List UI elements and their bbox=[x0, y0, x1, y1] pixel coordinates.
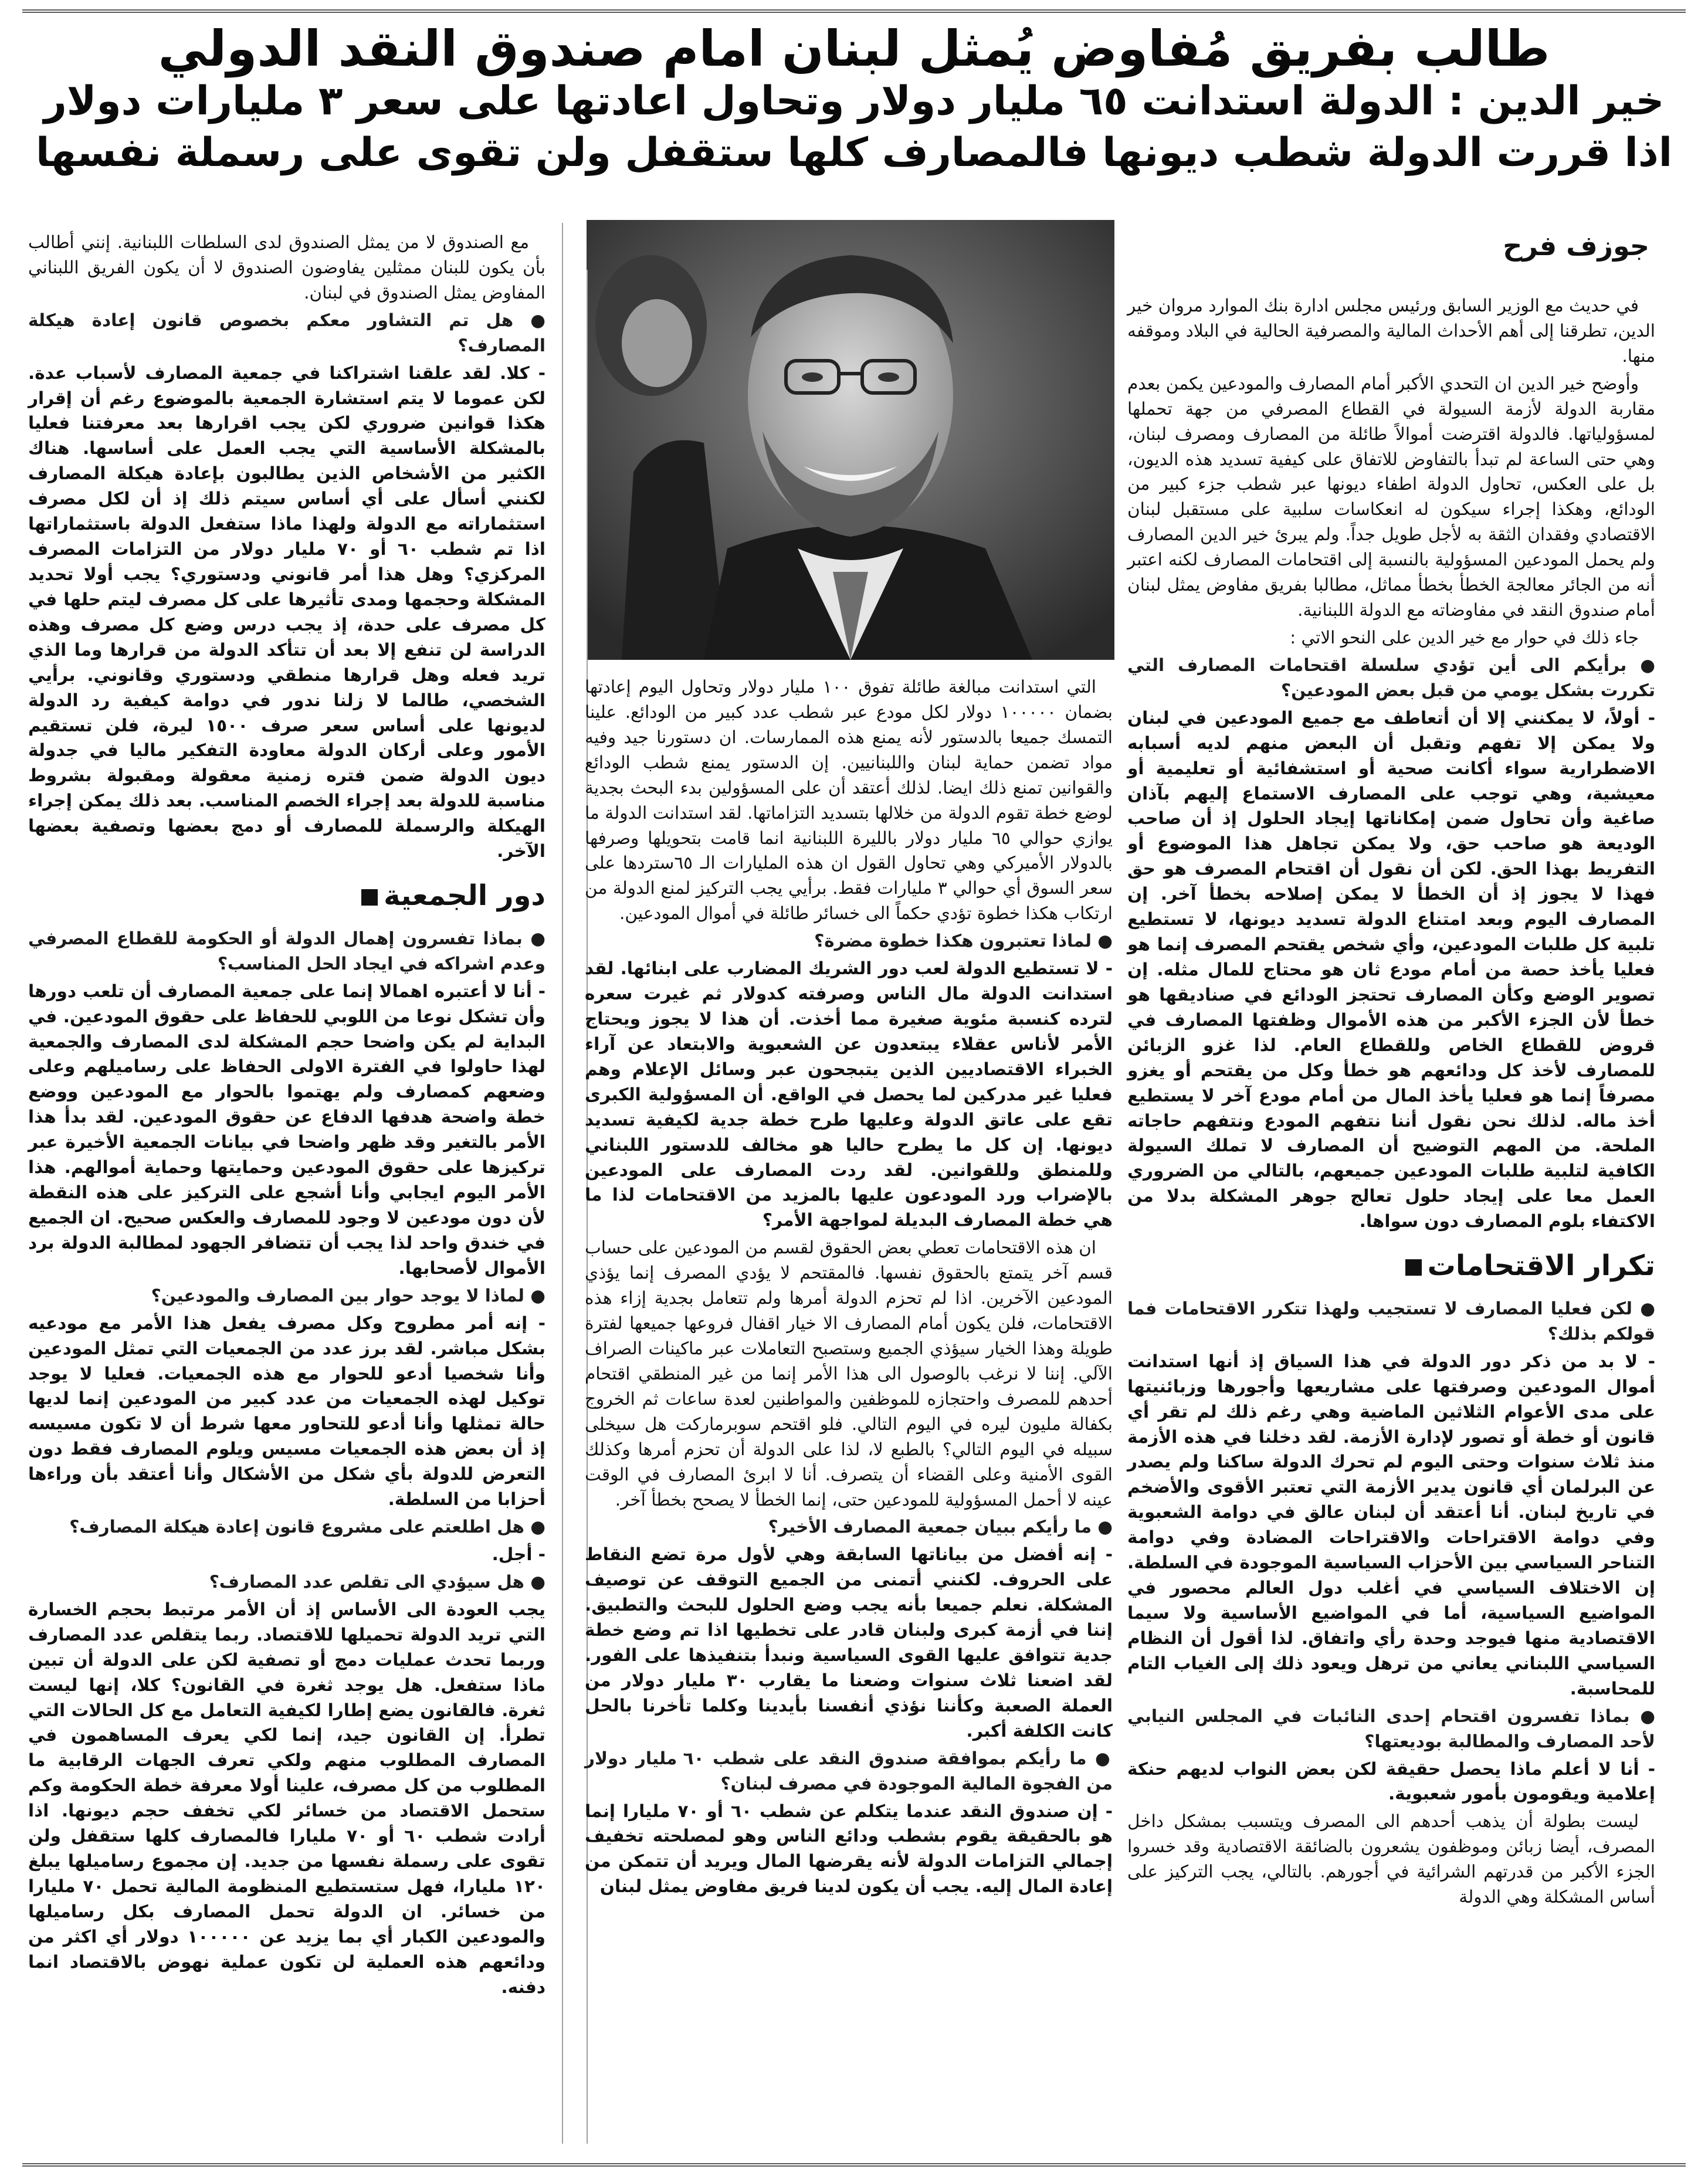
section-heading-assoc bbox=[28, 876, 545, 917]
article-column-2 bbox=[585, 675, 1113, 1902]
section-heading-text: تكرار الاقتحامات bbox=[1427, 1249, 1655, 1283]
interview-question: ● هل اطلعتم على مشروع قانون إعادة هيكلة المصارف؟ bbox=[69, 1517, 545, 1537]
interview-question: ● لماذا لا يوجد حوار بين المصارف والمودعين؟ bbox=[151, 1285, 545, 1306]
interview-answer: - لا تستطيع الدولة لعب دور الشريك المضارب على ابنائها. لقد استدانت الدولة مال الناس وصرفته كدولار ثم غيرت سعره لترده كنسبة مئوية صغيرة مما أخذت. أن هذا لا يجوز ويحتاج الأمر لأناس عقلاء يبتعدون عن الشعبوية والابتعاد عن آراء الخبراء الاقتصاديين الذين يتبجحون عبر وسائل الإعلام وهم فعليا غير مدركين لما يحصل في الواقع. أن المسؤولية الكبرى تقع على عاتق الدولة وعليها طرح خطة جدية لكيفية تسديد ديونها. إن كل ما يطرح حاليا هو مخالف للدستور اللبناني وللمنطق وللقوانين. لقد ردت المصارف على المودعين بالإضراب ورد المودعون عليها بالمزيد من الاقتحامات لذا ما هي خطة المصارف البديلة لمواجهة الأمر؟ bbox=[585, 958, 1113, 1231]
section-heading-repeat bbox=[1127, 1246, 1655, 1287]
headline-kicker: طالب بفريق مُفاوض يُمثل لبنان امام صندوق النقد الدولي bbox=[158, 20, 1550, 77]
headline-block bbox=[35, 20, 1673, 177]
interview-answer: - لا بد من ذكر دور الدولة في هذا السياق إذ أنها استدانت أموال المودعين وصرفتها على مشاريعها وأجورها وزبائنيتها على مدى الأعوام الثلاثين الماضية وهي رغم ذلك لم تقر أي قانون أو خطة أو تصور لإدارة الأزمة. لقد دخلنا في هذه الأزمة منذ ثلاث سنوات وحتى اليوم لم تحرك الدولة ساكنا ولم يصدر عن البرلمان أي قانون يدير الأزمة التي تعتبر الأقوى والأضخم في تاريخ لبنان. أنا أعتقد أن لبنان عالق في دوامة الشعبوية وفي دوامة الاقتراحات والاقتراحات المضادة وفي دوامة التناحر السياسي بين الأحزاب السياسية الموجودة في السلطة. إن الاختلاف السياسي في أغلب دول العالم محصور في المواضيع السياسية، أما في المواضيع الأساسية ولا سيما الاقتصادية منها فيوجد وحدة رأي واتفاق. لذا أقول أن النظام السياسي اللبناني يعاني من ترهل ويعود ذلك إلى الغياب التام للمحاسبة. bbox=[1127, 1351, 1655, 1699]
article-paragraph: في حديث مع الوزير السابق ورئيس مجلس ادارة بنك الموارد مروان خير الدين، تطرقنا إلى أهم الأحداث المالية والمصرفية الحالية في البلاد وموقفه منها. bbox=[1127, 296, 1655, 366]
interview-answer: - إنه أفضل من بياناتها السابقة وهي لأول مرة تضع النقاط على الحروف. لكنني أتمنى من الجميع التوقف عن توصيف المشكلة. نعلم جميعا بأنه يجب وضع الحلول للبحث والتطبيق. إننا في أزمة كبرى ولبنان قادر على تخطيها اذا تم وضع خطة جدية تتوافق عليها القوى السياسية ونبدأ بتنفيذها على الفور. لقد اضعنا ثلاث سنوات وضعنا ما يقارب ٣٠ مليار دولار من العملة الصعبة وكأننا نؤذي أنفسنا بأيدينا وكلما تأخرنا بالحل كانت الكلفة أكبر. bbox=[585, 1544, 1113, 1741]
interview-question: ● ما رأيكم ببيان جمعية المصارف الأخير؟ bbox=[768, 1517, 1113, 1537]
interview-answer: يجب العودة الى الأساس إذ أن الأمر مرتبط بحجم الخسارة التي تريد الدولة تحميلها للاقتصاد. ربما يتقلص عدد المصارف وربما تحدث عمليات دمج أو تصفية لكن على الدولة أن تبين ماذا ستفعل. هل يوجد ثغرة في القانون؟ كلا، إنها ليست ثغرة. فالقانون يضع إطارا لكيفية التعامل مع كل الحالات التي تطرأ. إن القانون جيد، إنما لكي يعرف المساهمون في المصارف المطلوب منهم ولكي تعرف الجهات الرقابية ما المطلوب من كل مصرف، علينا أولا معرفة خطة الحكومة وكم ستحمل الاقتصاد من خسائر لكي تخفف حجم ديونها. اذا أرادت شطب ٦٠ أو ٧٠ مليارا فالمصارف كلها ستقفل ولن تقوى على رسملة نفسها من جديد. إن مجموع رساميلها يبلغ ١٢٠ مليارا، فهل ستستطيع المنظومة المالية تحمل ٧٠ مليارا من خسائر. ان الدولة تحمل المصارف بكل رساميلها والمودعين الكبار أي بما يزيد عن ١٠٠٠٠٠ دولار أي اكثر من ودائعهم هذه العملية لن تكون عملية نهوض بالاقتصاد انما دفنه. bbox=[28, 1599, 545, 1997]
interview-question: ● بماذا تفسرون اقتحام إحدى النائبات في المجلس النيابي لأحد المصارف والمطالبة بوديعتها؟ bbox=[1127, 1706, 1655, 1751]
headline-main-2: اذا قررت الدولة شطب ديونها فالمصارف كلها ستقفل ولن تقوى على رسملة نفسها bbox=[35, 130, 1673, 177]
article-paragraph: وأوضح خير الدين ان التحدي الأكبر أمام المصارف والمودعين يكمن بعدم مقاربة الدولة لأزمة السيولة في القطاع المصرفي من جهة تحملها لمسؤولياتها. فالدولة اقترضت أموالاً طائلة من المصارف ومصرف لبنان، وهي حتى الساعة لم تبدأ بالتفاوض للاتفاق على كيفية تسديد هذه الديون، بل على العكس، تحاول الدولة اطفاء ديونها عبر شطب جزء كبير من الودائع، وهكذا إجراء سيكون له انعكاسات سلبية على مستقبل لبنان الاقتصادي وفقدان الثقة به لأجل طويل جداً. ولم يبرئ خير الدين المصارف ولم يحمل المودعين المسؤولية بالنسبة إلى اقتحامات المصارف لكنه اعتبر أنه من الجائر معالجة الخطأ بخطأ مماثل، مطالبا بفريق مفاوض يمثل لبنان أمام صندوق النقد في مفاوضاته مع الدولة اللبنانية. bbox=[1127, 373, 1655, 621]
square-bullet-icon bbox=[361, 889, 378, 906]
interview-question: ● بماذا تفسرون إهمال الدولة أو الحكومة للقطاع المصرفي وعدم اشراكه في ايجاد الحل المناسب؟ bbox=[28, 928, 545, 974]
interview-question: ● برأيكم الى أين تؤدي سلسلة اقتحامات المصارف التي تكررت بشكل يومي من قبل بعض المودعين؟ bbox=[1127, 655, 1655, 700]
article-column-3 bbox=[28, 230, 545, 2002]
article-paragraph: ليست بطولة أن يذهب أحدهم الى المصرف ويتسبب بمشكل داخل المصرف، أيضا زبائن وموظفون يشعرون بالضائقة الاقتصادية وقد خسروا الجزء الأكبر من قدرتهم الشرائية في أجورهم. بالتالي، يجب التركيز على أساس المشكلة وهي الدولة bbox=[1127, 1811, 1655, 1907]
author-byline: جوزف فرح bbox=[1503, 230, 1649, 262]
interview-question: ● لكن فعليا المصارف لا تستجيب ولهذا تتكرر الاقتحامات فما قولكم بذلك؟ bbox=[1127, 1298, 1655, 1344]
headline-main-1: خير الدين : الدولة استدانت ٦٥ مليار دولار وتحاول اعادتها على سعر ٣ مليارات دولار bbox=[43, 78, 1665, 125]
interview-question: ● لماذا تعتبرون هكذا خطوة مضرة؟ bbox=[814, 931, 1113, 951]
interview-question: ● هل تم التشاور معكم بخصوص قانون إعادة هيكلة المصارف؟ bbox=[28, 310, 545, 355]
top-border-rule bbox=[22, 8, 1686, 13]
interview-answer: - أجل. bbox=[492, 1544, 545, 1564]
interview-answer: - أنا لا أعلم ماذا يحصل حقيقة لكن بعض النواب لديهم حنكة إعلامية ويقومون بأمور شعبوية. bbox=[1127, 1758, 1655, 1804]
interview-answer: - إن صندوق النقد عندما يتكلم عن شطب ٦٠ أو ٧٠ مليارا إنما هو بالحقيقة يقوم بشطب ودائع الناس وهو لمصلحته تخفيف إجمالي التزامات الدولة لأنه يقرضها المال ويريد أن تتمكن من إعادة المال إليه. يجب أن يكون لدينا فريق مفاوض يمثل لبنان bbox=[585, 1801, 1113, 1897]
bottom-border-rule bbox=[22, 2162, 1686, 2167]
interview-answer: - أولاً، لا يمكنني إلا أن أتعاطف مع جميع المودعين في لبنان ولا يمكن إلا تفهم وتقبل أن البعض منهم لديه أسبابه الاضطرارية سواء أكانت صحية أو استشفائية أو تعليمية أو معيشية، وهي توجب على المصارف الاستماع إليهم بآذان صاغية وأن تحاول ضمن إمكاناتها إيجاد الحلول إذ أن صاحب الوديعة هو صاحب حق، ولا يمكن تجاهل هذا الموضوع أو التفريط بهذا الحق. لكن أن نقول أن اقتحام المصرف هو حق فهذا لا يجوز إذ أن الخطأ لا يمكن إصلاحه بخطأ آخر. إن المصارف اليوم وبعد امتناع الدولة تسديد ديونها، لا تستطيع تلبية كل طلبات المودعين، وأي شخص يقتحم المصرف إنما هو فعليا يأخذ حصة من أمام مودع ثان هو محتاج للمال مثله. إن تصوير الوضع وكأن المصارف تحتجز الودائع في صناديقها هو خطأ لأن الجزء الأكبر من هذه الأموال وظفتها المصارف في قروض للقطاع الخاص وللقطاع العام. لذا غزو الزبائن للمصارف لأخذ كل ودائعهم هو خطأ وكل من يقتحم أو يغزو مصرفاً إنما هو فعليا يأخذ المال من أمام مودع آخر لا يستطيع أخذ ماله. لذلك نحن نقول أننا نتفهم المودع ونتفهم حاجاته الملحة. من المهم التوضيح أن المصارف لا تملك السيولة الكافية لتلبية طلبات المودعين جميعهم، بالتالي من الضروري العمل معا على إيجاد حلول تعالج جوهر المشكلة بدلا من الاكتفاء بلوم المصارف دون سواها. bbox=[1127, 707, 1655, 1232]
article-paragraph: مع الصندوق لا من يمثل الصندوق لدى السلطات اللبنانية. إنني أطالب بأن يكون للبنان ممثلين يفاوضون الصندوق لا أن يكون الفريق اللبناني المفاوض يمثل الصندوق في لبنان. bbox=[28, 232, 545, 303]
portrait-image bbox=[587, 220, 1114, 660]
interview-question: ● هل سيؤدي الى تقلص عدد المصارف؟ bbox=[209, 1571, 545, 1592]
interview-question: ● ما رأيكم بموافقة صندوق النقد على شطب ٦٠ مليار دولار من الفجوة المالية الموجودة في مصرف لبنان؟ bbox=[585, 1748, 1113, 1794]
interview-answer: - إنه أمر مطروح وكل مصرف يفعل هذا الأمر مع مودعيه بشكل مباشر. لقد برز عدد من الجمعيات التي تمثل المودعين وأنا شخصيا أدعو للحوار مع هذه الجمعيات. فعليا لا يوجد توكيل لهذه الجمعيات من عدد كبير من المودعين إنما لديها حالة تمثلها وأنا أدعو للتحاور معها شرط أن لا تكون مسيسه إذ أن بعض هذه الجمعيات مسيس ويلوم المصارف فقط دون التعرض للدولة بأي شكل من الأشكال وأنا أعتقد بأن وراءها أحزابا من السلطة. bbox=[28, 1313, 545, 1510]
article-paragraph: التي استدانت مبالغة طائلة تفوق ١٠٠ مليار دولار وتحاول اليوم إعادتها بضمان ١٠٠٠٠٠ دولار لكل مودع عبر شطب عدد كبير من الودائع. علينا التمسك جميعا بالدستور لأنه يمنع هذه الممارسات. ان دستورنا جيد وفيه مواد تضمن حماية لبنان واللبنانيين. إن الدستور يمنع شطب الودائع والقوانين تمنع ذلك ايضا. لذلك أعتقد أن على المسؤولين بدء البحث بجدية لوضع خطة تقوم الدولة من خلالها بتسديد التزاماتها. لقد استدانت الدولة ما يوازي حوالي ٦٥ مليار دولار بالليرة اللبنانية انما قامت بتحويلها وصرفها بالدولار الأميركي وهي تحاول القول ان هذه المليارات الـ ٦٥ستردها على سعر السوق أي حوالي ٣ مليارات فقط. برأيي يجب التركيز لمنع الدولة من ارتكاب هكذا خطوة تؤدي حكماً الى خسائر طائلة في أموال المودعين. bbox=[585, 677, 1113, 924]
portrait-photo bbox=[587, 220, 1114, 660]
article-column-1 bbox=[1127, 293, 1655, 1912]
article-paragraph: جاء ذلك في حوار مع خير الدين على النحو الاتي : bbox=[1290, 627, 1639, 648]
square-bullet-icon bbox=[1405, 1259, 1422, 1276]
interview-answer: - كلا. لقد علقنا اشتراكنا في جمعية المصارف لأسباب عدة. لكن عموما لا يتم استشارة الجمعية بالموضوع رغم أن إقرار هكذا قوانين ضروري لكن يجب اقرارها بعد معرفتنا فعليا بالمشكلة الأساسية التي يجب العمل على أساسها. هناك الكثير من الأشخاص الذين يطالبون بإعادة هيكلة المصارف لكنني أسأل على أي أساس سيتم ذلك إذ أن لكل مصرف استثماراته مع الدولة ولهذا ماذا ستفعل الدولة باستثماراتها اذا تم شطب ٦٠ أو ٧٠ مليار دولار من التزامات المصرف المركزي؟ وهل هذا أمر قانوني ودستوري؟ يجب أولا تحديد المشكلة وحجمها ومدى تأثيرها على كل مصرف ليتم حلها في كل مصرف على حدة، إذ يجب درس وضع كل مصرف وهذه الدراسة لن تنفع إلا بعد أن تتأكد الدولة من قرارها وما الذي تريد فعله وهل قرارها منطقي ودستوري وقانوني. برأيي الشخصي، طالما لا زلنا ندور في دوامة كيفية رد الدولة لديونها على أساس سعر صرف ١٥٠٠ ليرة، فلن تستقيم الأمور وعلى أركان الدولة معاودة التفكير ماليا في جدولة ديون الدولة ضمن فتره زمنية معقولة ومقبولة بشروط مناسبة للدولة بعد إجراء الخصم المناسب. بعد ذلك يمكن إجراء الهيكلة والرسملة للمصارف أو دمج بعضها وتصفية بعضها الآخر. bbox=[28, 362, 546, 862]
section-heading-text: دور الجمعية bbox=[384, 879, 545, 913]
article-paragraph: ان هذه الاقتحامات تعطي بعض الحقوق لقسم من المودعين على حساب قسم آخر يتمتع بالحقوق نفسها. فالمقتحم لا يؤدي المصرف إنما يؤذي المودعين الآخرين. اذا لم تحزم الدولة أمرها ولم تتعامل بجدية إزاء هذه الاقتحامات، فلن يكون أمام المصارف الا خيار اقفال فروعها جميعها لفترة طويلة وهذا الخيار سيؤذي الجميع وستصبح التعاملات عبر ماكينات الصراف الآلي. إننا لا نرغب بالوصول الى هذا الأمر إنما من غير المنطقي اقتحام أحدهم للمصرف واحتجازه للموظفين والمواطنين لعدة ساعات ثم الخروج بكفالة مليون ليره في اليوم التالي. فلو اقتحم سوبرماركت هل سيخلى سبيله في اليوم التالي؟ بالطبع لا، لذا على الدولة أن تحزم أمرها وكذلك القوى الأمنية وعلى القضاء أن يتصرف. أنا لا ابرئ المصارف في الوقت عينه لا أحمل المسؤولية للمودعين حتى، إنما الخطأ لا يصحح بخطأ آخر. bbox=[585, 1238, 1113, 1510]
interview-answer: - أنا لا أعتبره اهمالا إنما على جمعية المصارف أن تلعب دورها وأن تشكل نوعا من اللوبي للحفاظ على حقوق المودعين. في البداية لم يكن واضحا حجم المشكلة لدى المصارف والجمعية لهذا حاولوا في الفترة الاولى الحفاظ على رساميلهم وعلى وضعهم كمصارف ولم يهتموا بالحوار مع المودعين ووضع خطة واضحة هدفها الدفاع عن حقوق المودعين. لقد بدأ هذا الأمر بالتغير وقد ظهر واضحا في بيانات الجمعية الأخيرة عبر تركيزها على حقوق المودعين وحمايتها وحماية أموالهم. هذا الأمر اليوم ايجابي وأنا أشجع على التركيز على هذه النقطة لأن دون مودعين لا وجود للمصارف والعكس صحيح. ان الجميع في خندق واحد لذا يجب أن تتضافر الجهود لمطالبة الدولة برد الأموال لأصحابها. bbox=[28, 981, 545, 1278]
column-separator-left bbox=[562, 223, 563, 2144]
